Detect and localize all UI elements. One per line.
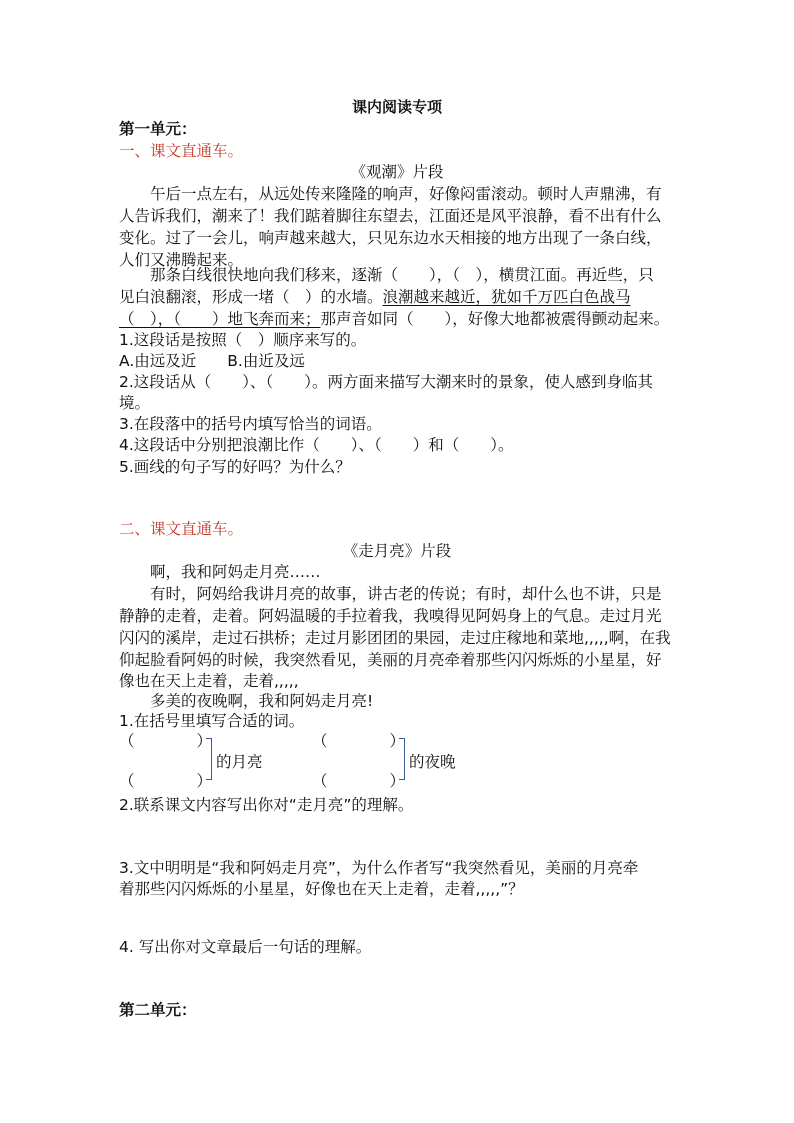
passage1-line: 那条白线很快地向我们移来，逐渐（ ），（ ），横贯江面。再近些，只 <box>150 266 654 284</box>
passage2-line: 有时，阿妈给我讲月亮的故事，讲古老的传说；有时，却什么也不讲，只是 <box>150 585 662 603</box>
passage2-line: 像也在天上走着，走着,,,,, <box>119 672 299 690</box>
question: 3.文中明明是“我和阿妈走月亮”，为什么作者写“我突然看见，美丽的月亮牵 <box>119 859 639 877</box>
blank-moon-top[interactable]: （ ） <box>119 732 213 750</box>
question: 4. 写出你对文章最后一句话的理解。 <box>119 938 372 956</box>
underlined-sentence: （ ），（ ）地飞奔而来； <box>119 310 321 328</box>
unit2-heading: 第二单元： <box>119 1001 197 1019</box>
passage1-line: 人们又沸腾起来。 <box>119 251 244 269</box>
passage2-line: 静静的走着，走着。阿妈温暖的手拉着我，我嗅得见阿妈身上的气息。走过月光 <box>119 607 662 625</box>
passage1-line <box>119 308 669 330</box>
unit1-heading: 第一单元： <box>119 120 197 138</box>
passage2-line: 啊，我和阿妈走月亮…… <box>150 563 321 581</box>
question: 2.联系课文内容写出你对“走月亮”的理解。 <box>119 796 414 814</box>
question: 1.在括号里填写合适的词。 <box>119 712 305 730</box>
passage1-title: 《观潮》片段 <box>350 163 444 181</box>
question: 1.这段话是按照（ ）顺序来写的。 <box>119 331 367 349</box>
question: 2.这段话从（ ）、（ ）。两方面来描写大潮来时的景象，使人感到身临其 <box>119 373 654 391</box>
blank-night-bottom[interactable]: （ ） <box>312 772 406 790</box>
passage1-text: 那声音如同（ ），好像大地都被震得颤动起来。 <box>320 310 670 328</box>
blank-night-top[interactable]: （ ） <box>312 732 406 750</box>
passage1-line: 变化。过了一会儿，响声越来越大，只见东边水天相接的地方出现了一条白线， <box>119 229 662 247</box>
question: 境。 <box>119 394 151 412</box>
section1-title: 一、课文直通车。 <box>119 142 244 160</box>
question: 3.在段落中的括号内填写恰当的词语。 <box>119 415 382 433</box>
doc-title: 课内阅读专项 <box>351 98 442 116</box>
passage1-line: 人告诉我们，潮来了！我们踮着脚往东望去，江面还是风平浪静，看不出有什么 <box>119 207 662 225</box>
brace-moon <box>206 738 212 780</box>
night-label: 的夜晚 <box>409 753 456 771</box>
question: 着那些闪闪烁烁的小星星，好像也在天上走着，走着,,,,,”？ <box>119 880 524 898</box>
passage1-line <box>119 286 631 308</box>
passage2-title: 《走月亮》片段 <box>342 542 452 560</box>
passage2-line: 仰起脸看阿妈的时候，我突然看见，美丽的月亮牵着那些闪闪烁烁的小星星，好 <box>119 651 662 669</box>
question: 4.这段话中分别把浪潮比作（ ）、（ ）和（ ）。 <box>119 436 514 454</box>
blank-moon-bottom[interactable]: （ ） <box>119 772 213 790</box>
moon-label: 的月亮 <box>216 753 263 771</box>
passage2-line: 多美的夜晚啊，我和阿妈走月亮! <box>150 692 374 710</box>
section2-title: 二、课文直通车。 <box>119 520 244 538</box>
passage1-text: 见白浪翻滚，形成一堵（ ）的水墙。 <box>119 288 383 306</box>
question-options: A.由远及近 B.由近及远 <box>119 352 305 370</box>
passage2-line: 闪闪的溪岸，走过石拱桥；走过月影团团的果园，走过庄稼地和菜地,,,,,啊，在我 <box>119 629 671 647</box>
brace-night <box>399 738 405 780</box>
question: 5.画线的句子写的好吗？为什么？ <box>119 458 351 476</box>
passage1-line: 午后一点左右，从远处传来隆隆的响声，好像闷雷滚动。顿时人声鼎沸，有 <box>150 185 662 203</box>
underlined-sentence: 浪潮越来越近，犹如千万匹白色战马 <box>382 288 631 306</box>
